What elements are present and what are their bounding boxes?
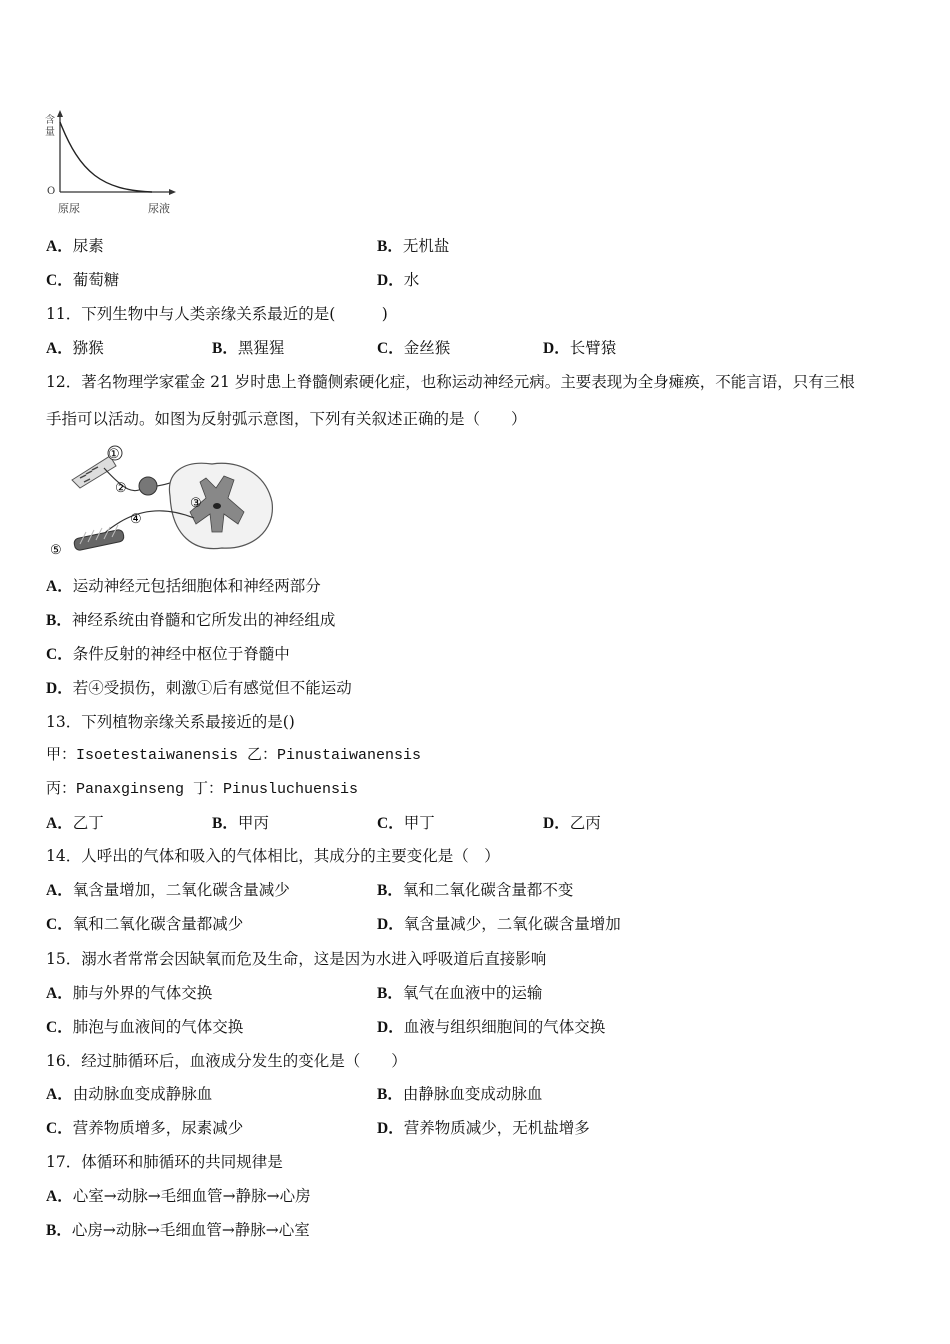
- figure-label-5: ⑤: [50, 543, 62, 558]
- q11-option-d: D．长臂猿: [543, 339, 617, 357]
- y-label-char-1: 含: [45, 115, 55, 126]
- q13-option-b: B．甲丙: [212, 814, 269, 832]
- q17-stem: 17．体循环和肺循环的共同规律是: [46, 1153, 283, 1171]
- figure-label-3: ③: [190, 496, 202, 511]
- reflex-arc-figure: [44, 440, 284, 565]
- q16-stem: 16．经过肺循环后，血液成分发生的变化是（ ）: [46, 1052, 407, 1070]
- q17-option-a: A．心室→动脉→毛细血管→静脉→心房: [46, 1187, 311, 1205]
- x-start-label: 原尿: [58, 202, 80, 215]
- q12-option-d: D．若④受损伤，刺激①后有感觉但不能运动: [46, 679, 352, 697]
- q16-option-b: B．由静脉血变成动脉血: [377, 1085, 543, 1103]
- q13-stem: 13．下列植物亲缘关系最接近的是(): [46, 713, 295, 731]
- q14-option-b: B．氧和二氧化碳含量都不变: [377, 881, 574, 899]
- q10-option-b: B．无机盐: [377, 237, 450, 255]
- decreasing-curve: [60, 122, 152, 192]
- q14-stem: 14．人呼出的气体和吸入的气体相比，其成分的主要变化是（ ）: [46, 847, 500, 865]
- q16-option-c: C．营养物质增多，尿素减少: [46, 1119, 244, 1137]
- q13-species-line-b: 丙：Panaxginseng 丁：Pinusluchuensis: [46, 781, 359, 798]
- q14-option-d: D．氧含量减少，二氧化碳含量增加: [377, 915, 621, 933]
- content-curve-graph: [40, 108, 180, 218]
- y-axis-arrow: [57, 110, 63, 117]
- q10-option-c: C．葡萄糖: [46, 271, 120, 289]
- q12-option-b: B．神经系统由脊髓和它所发出的神经组成: [46, 611, 336, 629]
- q13-option-c: C．甲丁: [377, 814, 435, 832]
- x-end-label: 尿液: [148, 202, 170, 215]
- q13-option-a: A．乙丁: [46, 814, 104, 832]
- q15-option-a: A．肺与外界的气体交换: [46, 984, 213, 1002]
- q12-option-c: C．条件反射的神经中枢位于脊髓中: [46, 645, 290, 663]
- figure-label-4: ④: [130, 512, 142, 527]
- q14-option-a: A．氧含量增加，二氧化碳含量减少: [46, 881, 290, 899]
- q12-stem-line1: 12．著名物理学家霍金 21 岁时患上脊髓侧索硬化症，也称运动神经元病。主要表现为全身瘫痪，不能言语，只有三根: [46, 373, 855, 391]
- q13-species-line-a: 甲：Isoetestaiwanensis 乙：Pinustaiwanensis: [46, 747, 422, 764]
- q11-option-a: A．猕猴: [46, 339, 104, 357]
- q16-option-a: A．由动脉血变成静脉血: [46, 1085, 213, 1103]
- y-label-char-2: 量: [45, 127, 55, 138]
- x-axis-arrow: [169, 189, 176, 195]
- origin-label: O: [47, 186, 56, 197]
- q11-stem: 11．下列生物中与人类亲缘关系最近的是( ): [46, 305, 388, 323]
- central-canal: [213, 503, 221, 509]
- q15-option-b: B．氧气在血液中的运输: [377, 984, 543, 1002]
- q11-option-c: C．金丝猴: [377, 339, 451, 357]
- q12-stem-line2: 手指可以活动。如图为反射弧示意图，下列有关叙述正确的是（ ）: [46, 410, 527, 428]
- q17-option-b: B．心房→动脉→毛细血管→静脉→心室: [46, 1221, 310, 1239]
- q14-option-c: C．氧和二氧化碳含量都减少: [46, 915, 244, 933]
- q15-stem: 15．溺水者常常会因缺氧而危及生命，这是因为水进入呼吸道后直接影响: [46, 950, 547, 968]
- figure-label-2: ②: [115, 481, 127, 496]
- q15-option-d: D．血液与组织细胞间的气体交换: [377, 1018, 606, 1036]
- q13-option-d: D．乙丙: [543, 814, 601, 832]
- q15-option-c: C．肺泡与血液间的气体交换: [46, 1018, 244, 1036]
- q10-option-a: A．尿素: [46, 237, 104, 255]
- q11-option-b: B．黑猩猩: [212, 339, 285, 357]
- q12-option-a: A．运动神经元包括细胞体和神经两部分: [46, 577, 321, 595]
- q16-option-d: D．营养物质减少，无机盐增多: [377, 1119, 590, 1137]
- q10-option-d: D．水: [377, 271, 420, 289]
- spinal-ganglion: [139, 477, 157, 495]
- figure-label-1: ①: [108, 447, 120, 462]
- effector-muscle: [73, 529, 124, 551]
